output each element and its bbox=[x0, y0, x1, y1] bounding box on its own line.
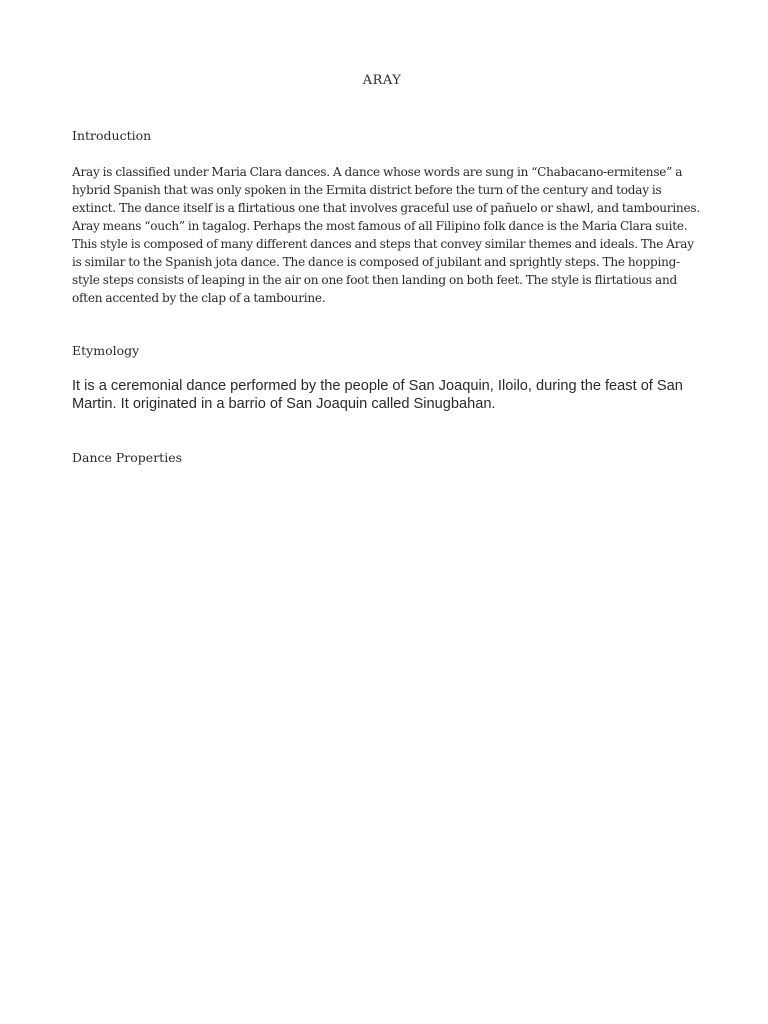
section-heading-etymology: Etymology bbox=[72, 343, 140, 358]
introduction-paragraph: Aray is classified under Maria Clara dances. A dance whose words are sung in “Chabacano-ermitense” a hybrid Spanish that was only spoken in the Ermita district before the turn of the century and today is extinct. The dance itself is a flirtatious one that involves graceful use of pañuelo or shawl, and tambourines. Aray means “ouch” in tagalog. Perhaps the most famous of all Filipino folk dance is the Maria Clara suite. This style is composed of many different dances and steps that convey similar themes and ideals. The Aray is similar to the Spanish jota dance. The dance is composed of jubilant and sprightly steps. The hopping-style steps consists of leaping in the air on one foot then landing on both feet. The style is flirtatious and often accented by the clap of a tambourine. bbox=[72, 165, 700, 305]
etymology-paragraph: It is a ceremonial dance performed by the people of San Joaquin, Iloilo, during the feast of San Martin. It originated in a barrio of San Joaquin called Sinugbahan. bbox=[72, 378, 683, 412]
section-heading-introduction: Introduction bbox=[72, 128, 152, 143]
document-title: ARAY bbox=[362, 73, 402, 88]
section-heading-dance-properties: Dance Properties bbox=[72, 450, 183, 465]
